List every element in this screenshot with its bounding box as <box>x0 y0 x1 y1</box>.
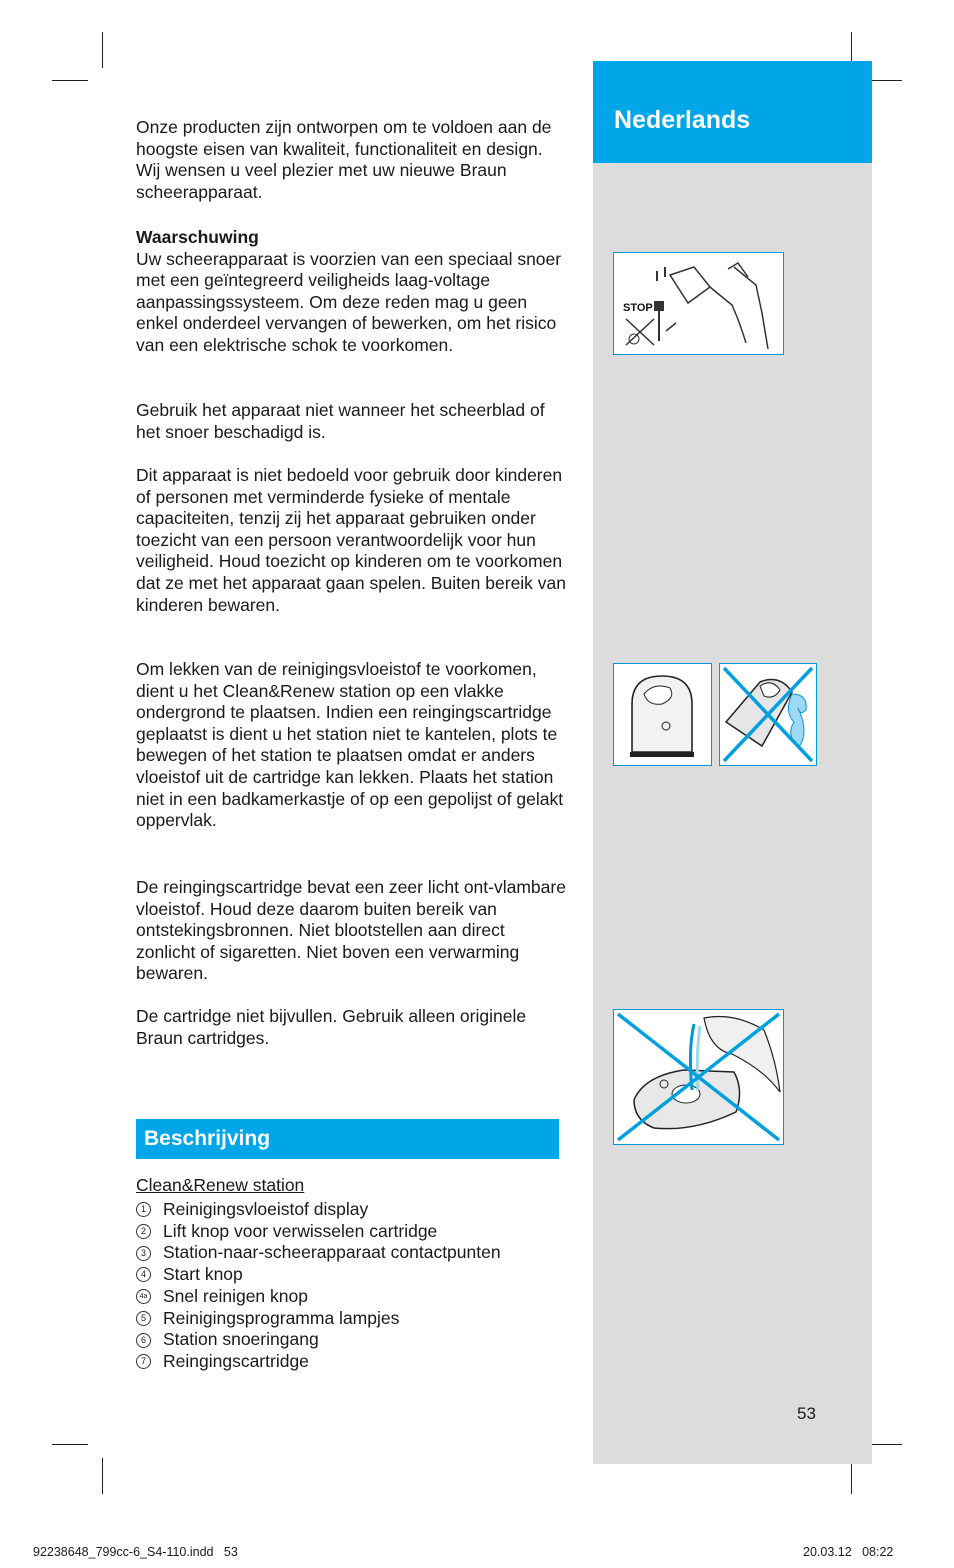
list-item <box>136 1351 501 1373</box>
item-number: 3 <box>136 1246 151 1261</box>
intro-text: Onze producten zijn ontworpen om te voldoen aan de hoogste eisen van kwaliteit, functionaliteit en design. Wij wensen u veel plezier met uw nieuwe Braun scheerapparaat. <box>136 117 552 202</box>
footer-date: 20.03.12 08:22 <box>803 1545 894 1559</box>
warning-text-6: De cartridge niet bijvullen. Gebruik alleen originele Braun cartridges. <box>136 1006 527 1048</box>
warning-paragraph-4 <box>136 659 566 832</box>
warning-text-4: Om lekken van de reinigingsvloeistof te voorkomen, dient u het Clean&Renew station op een vlakke ondergrond te plaatsen. Indien een reingingscartridge geplaatst is dient u het station niet te kantelen, plots te bewegen of het station te plaatsen omdat er anders vloeistof uit de cartridge kan lekken. Plaats het station niet in een badkamerkastje of op een gepolijst of gelakt oppervlak. <box>136 659 564 831</box>
language-title: Nederlands <box>614 106 751 134</box>
description-subtitle: Clean&Renew station <box>136 1175 305 1195</box>
crop-mark <box>102 1458 103 1494</box>
item-number: 5 <box>136 1311 151 1326</box>
clean-station-icon <box>614 664 711 765</box>
refill-crossed-icon <box>614 1010 783 1144</box>
stop-label: STOP <box>623 302 653 314</box>
crop-mark <box>52 1444 88 1445</box>
item-label: Reingingscartridge <box>163 1350 309 1371</box>
warning-title: Waarschuwing <box>136 227 259 247</box>
warning-section <box>136 227 566 357</box>
crop-mark <box>52 80 88 81</box>
parts-list <box>136 1199 501 1373</box>
refill-cartridge-figure <box>613 1009 784 1145</box>
item-label: Station snoeringang <box>163 1329 319 1350</box>
list-item <box>136 1199 501 1221</box>
item-number: 2 <box>136 1224 151 1239</box>
intro-paragraph <box>136 117 566 203</box>
warning-paragraph-3 <box>136 465 566 616</box>
item-number: 6 <box>136 1333 151 1348</box>
list-item <box>136 1286 501 1308</box>
warning-text-3: Dit apparaat is niet bedoeld voor gebruik door kinderen of personen met verminderde fysieke of mentale capaciteiten, tenzij zij het apparaat gebruiken onder toezicht van een persoon verantwoordelijk voor hun veiligheid. Houd toezicht op kinderen om te voorkomen dat ze met het apparaat gaan spelen. Buiten bereik van kinderen bewaren. <box>136 465 567 615</box>
list-item <box>136 1221 501 1243</box>
item-number: 1 <box>136 1202 151 1217</box>
list-item <box>136 1308 501 1330</box>
cord-warning-figure <box>613 252 784 355</box>
item-label: Reinigingsprogramma lampjes <box>163 1307 400 1328</box>
plug-cord-icon <box>614 253 783 354</box>
footer-file-info: 92238648_799cc-6_S4-110.indd 53 <box>33 1545 238 1559</box>
item-label: Snel reinigen knop <box>163 1285 308 1306</box>
crop-mark <box>102 32 103 68</box>
warning-paragraph-5 <box>136 877 566 985</box>
warning-text-5: De reingingscartridge bevat een zeer licht ont-vlambare vloeistof. Houd deze daarom buiten bereik van ontstekingsbronnen. Niet blootstellen aan direct zonlicht of sigaretten. Niet boven een verwarming bewaren. <box>136 877 566 984</box>
item-label: Lift knop voor verwisselen cartridge <box>163 1220 438 1241</box>
list-item <box>136 1242 501 1264</box>
list-item <box>136 1329 501 1351</box>
item-number: 7 <box>136 1354 151 1369</box>
tilted-station-crossed-icon <box>720 664 816 765</box>
description-title: Beschrijving <box>144 1127 271 1150</box>
item-label: Start knop <box>163 1264 243 1285</box>
warning-text-2: Gebruik het apparaat niet wanneer het scheerblad of het snoer beschadigd is. <box>136 400 545 442</box>
warning-paragraph-2 <box>136 400 566 443</box>
item-number: 4 <box>136 1267 151 1282</box>
page-number: 53 <box>797 1404 816 1423</box>
warning-paragraph-6 <box>136 1006 566 1049</box>
item-number: 4a <box>136 1289 151 1304</box>
list-item <box>136 1264 501 1286</box>
item-label: Station-naar-scheerapparaat contactpunten <box>163 1242 501 1263</box>
warning-paragraph-1: Uw scheerapparaat is voorzien van een speciaal snoer met een geïntegreerd veiligheids laag-voltage aanpassingssysteem. Om deze reden mag u geen enkel onderdeel vervangen of bewerken, om het risico van een elektrische schok te voorkomen. <box>136 248 562 355</box>
item-label: Reinigingsvloeistof display <box>163 1199 369 1219</box>
station-tilted-figure <box>719 663 817 766</box>
station-upright-figure <box>613 663 712 766</box>
